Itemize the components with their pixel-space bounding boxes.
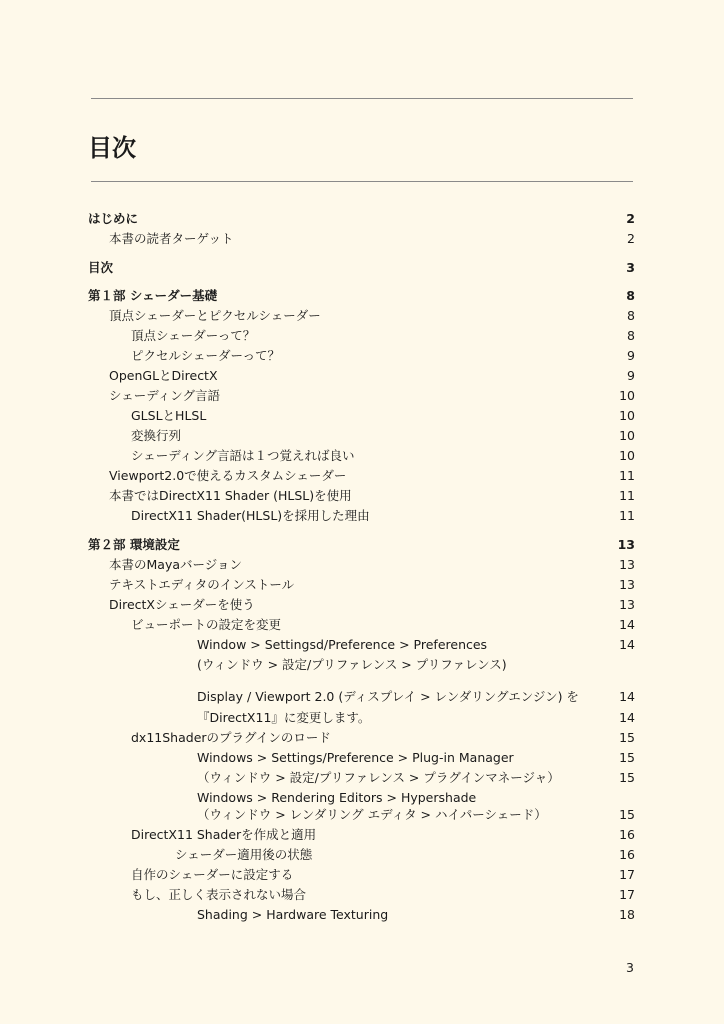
toc-entry-page: 10 [619,428,635,443]
toc-entry-page: 14 [619,617,635,632]
toc-entry-label: Windows > Settings/Preference > Plug-in Manager [197,750,514,765]
toc-entry[interactable] [0,805,724,825]
toc-entry-page: 10 [619,388,635,403]
toc-entry-label: Display / Viewport 2.0 (ディスプレイ > レンダリングエンジン) を [197,689,579,704]
toc-entry-label: DirectXシェーダーを使う [109,597,255,612]
toc-entry-page: 11 [619,488,635,503]
toc-entry-page: 16 [619,847,635,862]
top-rule [91,98,633,99]
toc-entry-label: DirectX11 Shader(HLSL)を採用した理由 [131,508,370,523]
toc-entry-label: 第２部 環境設定 [88,537,180,552]
toc-entry-label: シェーディング言語は１つ覚えれば良い [131,448,355,463]
toc-entry-label: 頂点シェーダーって？ [131,328,256,343]
toc-entry[interactable] [0,426,724,446]
toc-entry-label: （ウィンドウ > レンダリング エディタ > ハイパーシェード） [197,807,547,822]
toc-entry[interactable] [0,486,724,506]
toc-entry-page: 3 [626,260,635,275]
toc-entry-page: 15 [619,750,635,765]
toc-entry-label: 本書の読者ターゲット [109,231,234,246]
toc-entry[interactable] [0,286,724,306]
page-number: 3 [626,960,634,975]
toc-entry-page: 13 [619,577,635,592]
toc-entry-label: 本書ではDirectX11 Shader (HLSL)を使用 [109,488,352,503]
page-title: 目次 [88,134,136,162]
toc-entry[interactable] [0,768,724,788]
toc-entry-label: (ウィンドウ > 設定/プリファレンス > プリファレンス) [197,657,507,672]
toc-entry[interactable] [0,446,724,466]
toc-entry[interactable] [0,506,724,526]
toc-entry-label: ビューポートの設定を変更 [131,617,282,632]
toc-entry-label: DirectX11 Shaderを作成と適用 [131,827,317,842]
toc-entry[interactable] [0,748,724,768]
toc-entry[interactable] [0,406,724,426]
toc-entry[interactable] [0,326,724,346]
toc-entry[interactable] [0,366,724,386]
toc-entry[interactable] [0,306,724,326]
toc-entry[interactable] [0,615,724,635]
toc-entry-label: 本書のMayaバージョン [109,557,243,572]
toc-entry[interactable] [0,845,724,865]
toc-entry-page: 11 [619,468,635,483]
toc-entry[interactable] [0,346,724,366]
toc-entry-page: 17 [619,887,635,902]
toc-entry-label: GLSLとHLSL [131,408,207,423]
toc-entry-page: 14 [619,637,635,652]
toc-entry-label: OpenGLとDirectX [109,368,218,383]
toc-entry[interactable] [0,687,724,707]
toc-entry-label: シェーダー適用後の状態 [175,847,313,862]
toc-entry-page: 8 [627,308,635,323]
toc-entry[interactable] [0,386,724,406]
toc-entry-page: 2 [627,231,635,246]
toc-entry[interactable] [0,466,724,486]
toc-entry-page: 2 [626,211,635,226]
toc-entry-page: 10 [619,408,635,423]
toc-entry[interactable] [0,635,724,655]
toc-entry-label: Shading > Hardware Texturing [197,907,389,922]
toc-entry-page: 8 [627,328,635,343]
toc-entry-label: （ウィンドウ > 設定/プリファレンス > プラグインマネージャ） [197,770,560,785]
toc-entry-page: 13 [617,537,635,552]
toc-entry[interactable] [0,825,724,845]
toc-entry-page: 15 [619,807,635,822]
toc-entry-page: 17 [619,867,635,882]
toc-entry-label: 目次 [88,260,114,275]
toc-entry-label: ピクセルシェーダーって？ [131,348,280,363]
toc-entry-label: テキストエディタのインストール [109,577,295,592]
toc-entry-label: もし、正しく表示されない場合 [131,887,307,902]
toc-entry-label: 変換行列 [131,428,182,443]
toc-entry[interactable] [0,535,724,555]
toc-entry[interactable] [0,575,724,595]
toc-entry-page: 14 [619,689,635,704]
toc-entry-label: 第１部 シェーダー基礎 [88,288,218,303]
toc-entry-label: はじめに [88,211,139,226]
toc-entry[interactable] [0,885,724,905]
toc-entry-page: 15 [619,770,635,785]
toc-entry-page: 14 [619,710,635,725]
toc-entry-page: 13 [619,557,635,572]
toc-entry-page: 9 [627,348,635,363]
toc-entry-label: 自作のシェーダーに設定する [131,867,294,882]
toc-entry-label: 頂点シェーダーとピクセルシェーダー [109,308,321,323]
toc-entry[interactable] [0,209,724,229]
toc-entry-label: Windows > Rendering Editors > Hypershade [197,790,477,805]
toc-entry[interactable] [0,905,724,925]
toc-entry[interactable] [0,555,724,575]
toc-entry[interactable] [0,865,724,885]
toc-entry-label: dx11Shaderのプラグインのロード [131,730,331,745]
toc-entry[interactable] [0,728,724,748]
toc-entry[interactable] [0,655,724,675]
toc-entry-page: 16 [619,827,635,842]
toc-entry[interactable] [0,229,724,249]
title-rule [91,181,633,182]
toc-entry[interactable] [0,595,724,615]
toc-entry-label: Viewport2.0で使えるカスタムシェーダー [109,468,347,483]
toc-entry[interactable] [0,708,724,728]
toc-entry-page: 13 [619,597,635,612]
toc-entry-page: 10 [619,448,635,463]
toc-entry-page: 15 [619,730,635,745]
toc-entry-page: 18 [619,907,635,922]
toc-entry[interactable] [0,258,724,278]
toc-entry-page: 8 [626,288,635,303]
toc-entry-page: 11 [619,508,635,523]
toc-entry-page: 9 [627,368,635,383]
toc-entry-label: 『DirectX11』に変更します。 [197,710,371,725]
toc-entry-label: Window > Settingsd/Preference > Preferences [197,637,488,652]
toc-entry-label: シェーディング言語 [109,388,221,403]
